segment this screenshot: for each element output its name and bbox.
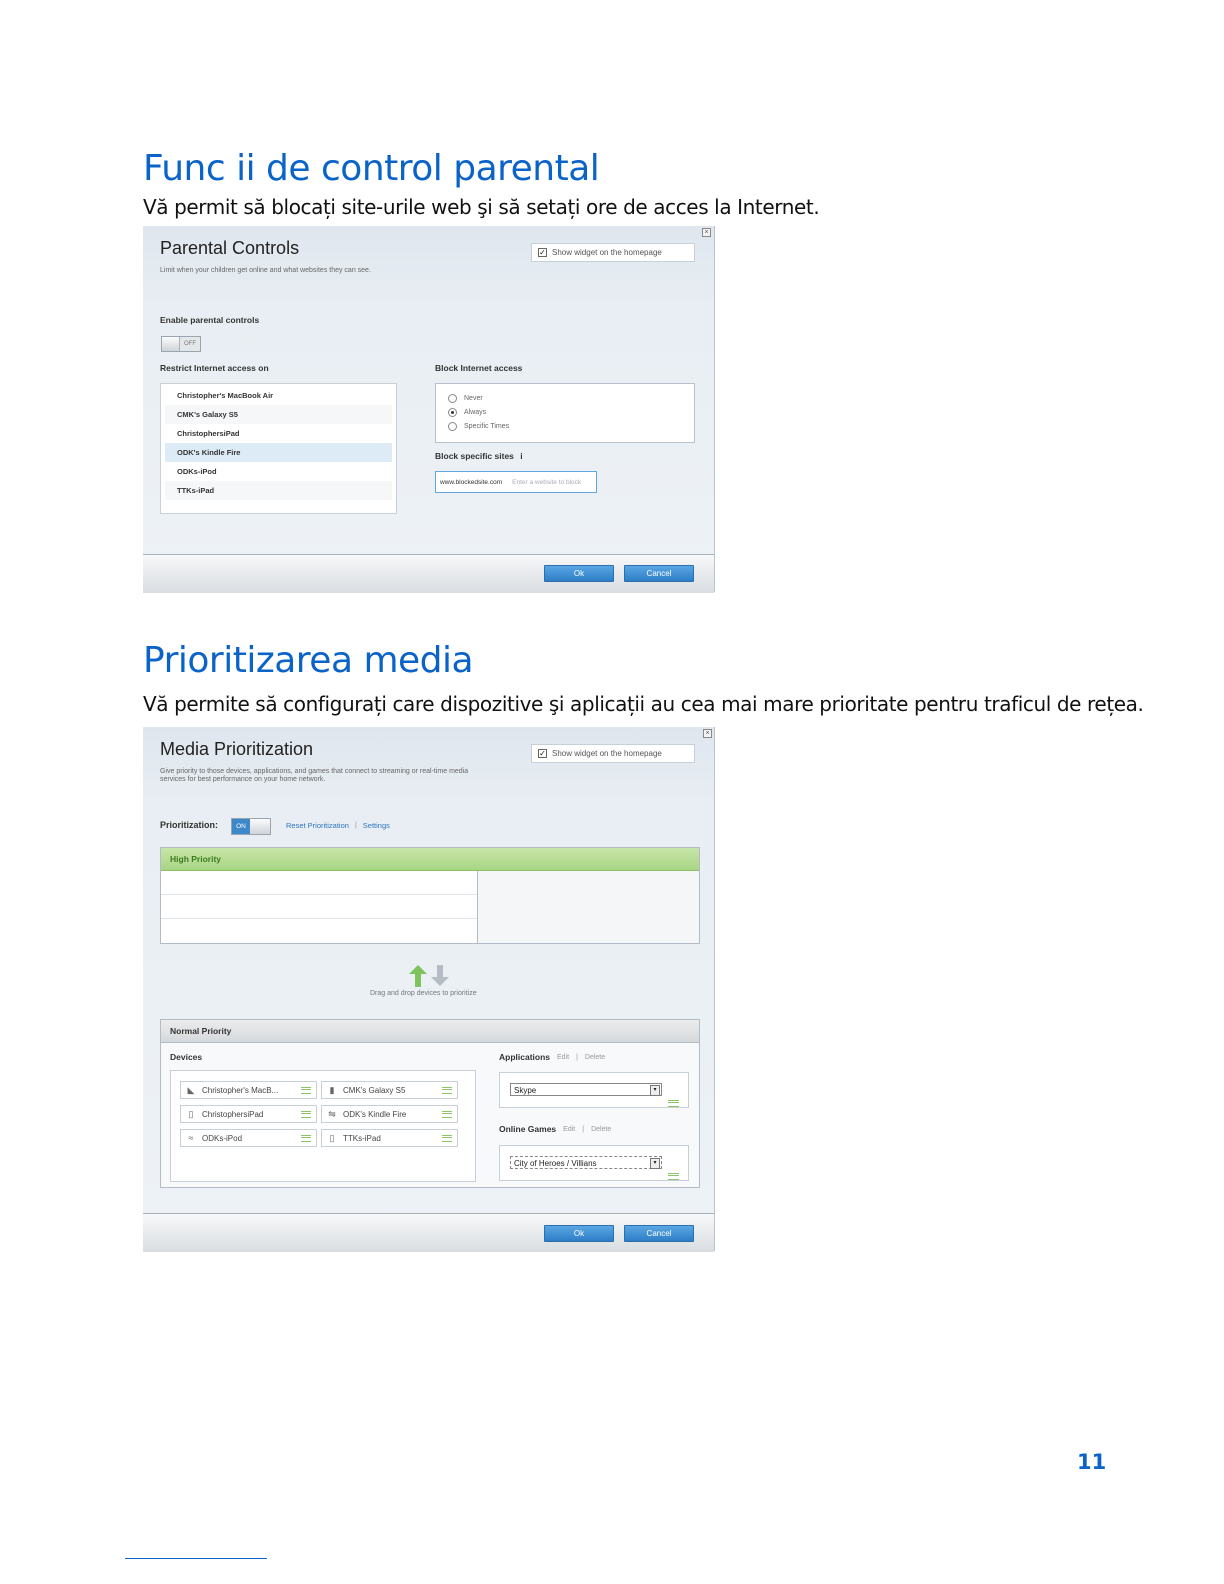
toggle-knob [250,819,270,834]
device-item[interactable]: ODKs-iPod [177,467,217,476]
device-item[interactable]: Christopher's MacBook Air [177,391,274,400]
page-number: 11 [1077,1450,1107,1474]
drag-hint: Drag and drop devices to prioritize [370,990,477,997]
normal-priority-panel [160,1019,700,1188]
ok-button[interactable]: Ok [544,1225,614,1242]
drag-handle-icon[interactable] [301,1111,311,1118]
prioritization-label: Prioritization: [160,820,218,830]
device-card[interactable]: ▮ CMK's Galaxy S5 [321,1081,458,1099]
radio-specific-label: Specific Times [464,422,510,430]
radio-specific-times[interactable] [448,419,509,433]
high-priority-panel [160,847,700,944]
widget-footer [143,1213,714,1252]
phone-icon: ▮ [329,1084,335,1095]
show-widget-label: Show widget on the homepage [552,248,662,257]
ok-button[interactable]: Ok [544,565,614,582]
wireless-icon: ≈ [188,1133,194,1143]
block-sites-label: Block specific sites i [435,451,523,461]
section-heading-media: Prioritizarea media [143,640,474,681]
laptop-icon: ◣ [187,1084,195,1095]
toggle-state: ON [232,819,250,834]
device-item-selected[interactable]: ODK's Kindle Fire [165,443,392,462]
widget-title: Media Prioritization [160,739,314,759]
link-separator: | [576,1053,578,1061]
block-access-options [435,383,695,443]
device-list [160,383,397,514]
cancel-button[interactable]: Cancel [624,565,694,582]
cancel-button[interactable]: Cancel [624,1225,694,1242]
footer-rule [125,1558,267,1559]
section-description-parental: Vă permit să blocați site-urile web şi să setați ore de acces la Internet. [143,195,820,219]
link-separator: | [354,822,357,829]
section-heading-parental: Func ii de control parental [143,148,600,189]
toggle-state: OFF [184,341,196,347]
device-card[interactable]: ▯ ChristophersiPad [180,1105,317,1123]
games-header [499,1124,611,1134]
normal-priority-header: Normal Priority [161,1020,699,1043]
chevron-down-icon: ▾ [650,1158,660,1169]
show-widget-checkbox[interactable] [531,744,695,763]
high-priority-header: High Priority [161,848,699,871]
block-site-input[interactable] [435,471,597,493]
games-box [499,1145,689,1181]
site-value: www.blockedsite.com [440,478,503,486]
online-games-label: Online Games [499,1124,557,1134]
drag-handle-icon[interactable] [301,1135,311,1142]
media-prioritization-screenshot [143,727,715,1251]
restrict-label: Restrict Internet access on [160,363,269,373]
application-select[interactable]: Skype ▾ [510,1083,662,1096]
enable-parental-label: Enable parental controls [160,315,260,325]
block-access-label: Block Internet access [435,363,523,373]
site-placeholder: Enter a website to block [512,478,582,486]
show-widget-label: Show widget on the homepage [552,749,662,758]
link-separator: | [582,1125,585,1133]
chevron-down-icon: ▾ [650,1085,660,1096]
reset-prioritization-link[interactable]: Reset Prioritization [286,821,349,830]
device-item[interactable]: CMK's Galaxy S5 [165,405,392,424]
devices-label: Devices [170,1052,203,1062]
device-item[interactable]: TTKs-iPad [165,481,392,500]
radio-always[interactable] [448,405,509,419]
high-priority-slots[interactable] [161,871,478,943]
parental-toggle[interactable] [161,336,201,352]
parental-controls-screenshot [143,226,715,592]
applications-label: Applications [499,1052,551,1062]
device-card[interactable]: ◣ Christopher's MacB... [180,1081,317,1099]
tablet-icon: ▯ [329,1132,335,1143]
settings-link[interactable]: Settings [362,821,390,830]
check-icon: ✓ [539,749,546,758]
widget-subtitle: Give priority to those devices, applications, and games that connect to streaming or real-time media services for best performance on your home network. [160,768,469,783]
radio-never[interactable] [448,391,509,405]
device-card[interactable]: ≈ ODKs-iPod [180,1129,317,1147]
widget-subtitle: Limit when your children get online and what websites they can see. [160,267,371,274]
radio-always-label: Always [464,408,487,416]
high-priority-side [478,871,699,943]
drag-handle-icon[interactable] [442,1135,452,1142]
applications-box [499,1072,689,1108]
drag-arrows-icon [405,963,455,989]
close-icon[interactable]: × [702,228,711,237]
drag-handle-icon[interactable] [442,1111,452,1118]
prioritization-toggle[interactable] [231,818,271,835]
device-card[interactable]: ▯ TTKs-iPad [321,1129,458,1147]
show-widget-checkbox[interactable] [531,243,695,262]
radio-never-label: Never [464,394,483,402]
info-icon[interactable]: i [520,451,523,461]
applications-delete-link[interactable]: Delete [584,1053,606,1061]
widget-title: Parental Controls [160,238,300,258]
prioritization-links [286,821,390,830]
device-item[interactable]: ChristophersiPad [177,429,240,438]
check-icon: ✓ [539,248,546,257]
section-description-media: Vă permite să configurați care dispozitive şi aplicații au cea mai mare prioritate pentru traficul de rețea. [143,692,1144,716]
network-device-icon: ⇋ [328,1108,336,1119]
drag-handle-icon[interactable] [668,1173,679,1180]
drag-handle-icon[interactable] [668,1100,679,1107]
toggle-knob [162,337,180,351]
devices-area [170,1070,476,1182]
drag-handle-icon[interactable] [442,1087,452,1094]
device-card[interactable]: ⇋ ODK's Kindle Fire [321,1105,458,1123]
games-delete-link[interactable]: Delete [591,1125,612,1133]
widget-footer [143,554,714,593]
applications-header [499,1052,605,1062]
game-select[interactable]: City of Heroes / Villians ▾ [510,1156,662,1169]
applications-edit-link[interactable]: Edit [557,1053,570,1061]
close-icon[interactable]: × [703,729,712,738]
tablet-icon: ▯ [188,1108,194,1119]
games-edit-link[interactable]: Edit [563,1125,576,1133]
drag-handle-icon[interactable] [301,1087,311,1094]
